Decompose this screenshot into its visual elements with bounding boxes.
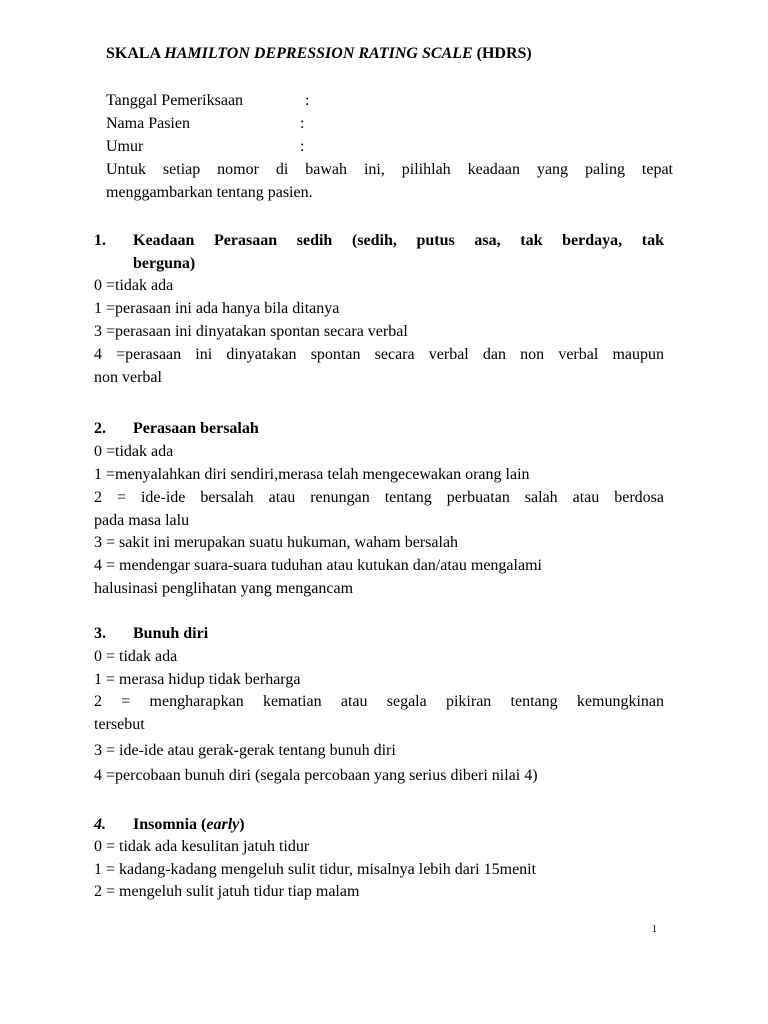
q1-option-4-cont: non verbal (94, 369, 162, 386)
q3-number: 3. (94, 625, 106, 642)
page-number: 1 (652, 924, 657, 935)
q4-option-0: 0 = tidak ada kesulitan jatuh tidur (94, 838, 310, 855)
q4-option-1: 1 = kadang-kadang mengeluh sulit tidur, misalnya lebih dari 15menit (94, 861, 537, 878)
title-prefix: SKALA (106, 45, 165, 62)
q1-number: 1. (94, 232, 106, 249)
document-title (106, 44, 532, 64)
q1-title-line-2: berguna) (133, 255, 196, 272)
field-tanggal-label: Tanggal Pemeriksaan (106, 92, 244, 109)
q1-option-0: 0 =tidak ada (94, 277, 174, 294)
title-italic: HAMILTON DEPRESSION RATING SCALE (164, 45, 473, 62)
q2-option-0: 0 =tidak ada (94, 443, 174, 460)
q4-title-end: ) (239, 816, 245, 833)
q4-number (94, 815, 106, 835)
q3-option-3: 3 = ide-ide atau gerak-gerak tentang bunuh diri (94, 742, 396, 759)
q2-option-3: 3 = sakit ini merupakan suatu hukuman, waham bersalah (94, 534, 459, 551)
field-nama-label: Nama Pasien (106, 115, 190, 132)
q3-title: Bunuh diri (133, 625, 209, 642)
q4-title-italic: early (206, 816, 240, 833)
field-umur-colon: : (300, 138, 305, 155)
q3-option-2: 2 = mengharapkan kematian atau segala pikiran tentang kemungkinan (94, 693, 664, 710)
instruction-line-1: Untuk setiap nomor di bawah ini, pilihlah keadaan yang paling tepat (106, 161, 673, 178)
q4-title (133, 815, 245, 835)
field-tanggal-colon: : (305, 92, 310, 109)
q2-option-4: 4 = mendengar suara-suara tuduhan atau kutukan dan/atau mengalami (94, 557, 542, 574)
q1-title-line-1: Keadaan Perasaan sedih (sedih, putus asa, tak berdaya, tak (133, 232, 664, 249)
q1-option-3: 3 =perasaan ini dinyatakan spontan secara verbal (94, 323, 408, 340)
field-umur-label: Umur (106, 138, 144, 155)
instruction-line-2: menggambarkan tentang pasien. (106, 184, 313, 201)
q2-option-2-cont: pada masa lalu (94, 512, 190, 529)
title-suffix: (HDRS) (472, 45, 532, 62)
q2-option-1: 1 =menyalahkan diri sendiri,merasa telah mengecewakan orang lain (94, 466, 530, 483)
q3-option-2-cont: tersebut (94, 716, 145, 733)
field-nama-colon: : (300, 115, 305, 132)
q1-option-1: 1 =perasaan ini ada hanya bila ditanya (94, 300, 340, 317)
q4-title-text: Insomnia ( (133, 816, 207, 833)
q4-option-2: 2 = mengeluh sulit jatuh tidur tiap malam (94, 883, 360, 900)
q3-option-4: 4 =percobaan bunuh diri (segala percobaan yang serius diberi nilai 4) (94, 767, 538, 784)
q2-option-2: 2 = ide-ide bersalah atau renungan tentang perbuatan salah atau berdosa (94, 489, 664, 506)
q2-option-4-cont: halusinasi penglihatan yang mengancam (94, 580, 354, 597)
q4-number-text: 4. (94, 816, 106, 833)
q3-option-1: 1 = merasa hidup tidak berharga (94, 671, 301, 688)
q2-number: 2. (94, 420, 106, 437)
q1-option-4: 4 =perasaan ini dinyatakan spontan secara verbal dan non verbal maupun (94, 346, 664, 363)
q3-option-0: 0 = tidak ada (94, 648, 178, 665)
q2-title: Perasaan bersalah (133, 420, 259, 437)
